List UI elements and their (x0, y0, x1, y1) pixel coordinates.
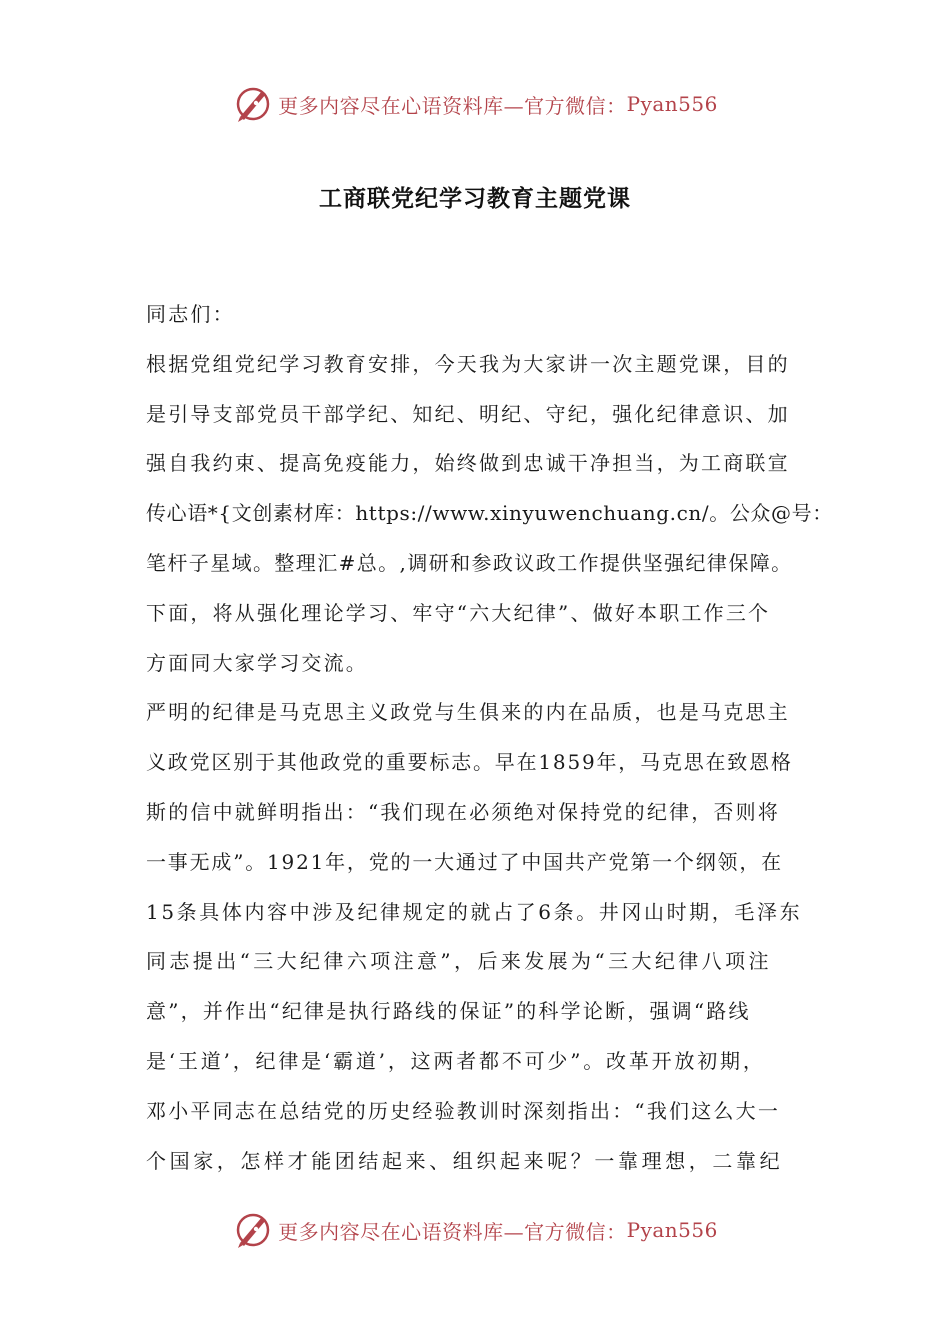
text-line: 下面，将从强化理论学习、牢守“六大纪律”、做好本职工作三个 (146, 600, 771, 625)
body-text (146, 290, 833, 1186)
page-title: 工商联党纪学习教育主题党课 (319, 186, 631, 212)
pen-logo-icon (232, 1209, 274, 1251)
banner-text: 更多内容尽在心语资料库—官方微信： (278, 93, 627, 118)
header-banner (0, 80, 950, 128)
pen-logo-icon (232, 83, 274, 125)
text-line: 传心语*{文创素材库：https://www.xinyuwenchuang.cn/。公众@号： (146, 501, 833, 526)
text-line: 邓小平同志在总结党的历史经验教训时深刻指出：“我们这么大一 (146, 1098, 781, 1123)
text-line: 一事无成”。1921年，党的一大通过了中国共产党第一个纲领，在 (146, 849, 783, 874)
text-line: 严明的纪律是马克思主义政党与生俱来的内在品质，也是马克思主 (146, 700, 790, 725)
text-line: 义政党区别于其他政党的重要标志。早在1859年，马克思在致恩格 (146, 750, 793, 775)
footer-banner (0, 1206, 950, 1254)
text-line: 方面同大家学习交流。 (146, 650, 368, 675)
banner-text: 更多内容尽在心语资料库—官方微信： (278, 1219, 627, 1244)
wechat-id: Pyan556 (626, 92, 718, 116)
text-line: 个国家，怎样才能团结起来、组织起来呢？一靠理想，二靠纪 (146, 1148, 784, 1173)
text-line: 同志们： (146, 302, 235, 326)
text-line: 是引导支部党员干部学纪、知纪、明纪、守纪，强化纪律意识、加 (146, 401, 790, 426)
text-line: 强自我约束、提高免疫能力，始终做到忠诚干净担当，为工商联宣 (146, 451, 790, 476)
text-line: 根据党组党纪学习教育安排，今天我为大家讲一次主题党课，目的 (146, 351, 790, 376)
text-line: 同志提出“三大纪律六项注意”，后来发展为“三大纪律八项注 (146, 949, 772, 974)
text-line: 15条具体内容中涉及纪律规定的就占了6条。井冈山时期，毛泽东 (146, 899, 803, 924)
text-line: 是‘王道’，纪律是‘霸道’，这两者都不可少”。改革开放初期， (146, 1048, 766, 1073)
wechat-id: Pyan556 (626, 1218, 718, 1242)
text-line: 斯的信中就鲜明指出：“我们现在必须绝对保持党的纪律，否则将 (146, 799, 781, 824)
text-line: 笔杆子星域。整理汇#总。,调研和参政议政工作提供坚强纪律保障。 (146, 550, 793, 575)
text-line: 意”，并作出“纪律是执行路线的保证”的科学论断，强调“路线 (146, 999, 751, 1024)
